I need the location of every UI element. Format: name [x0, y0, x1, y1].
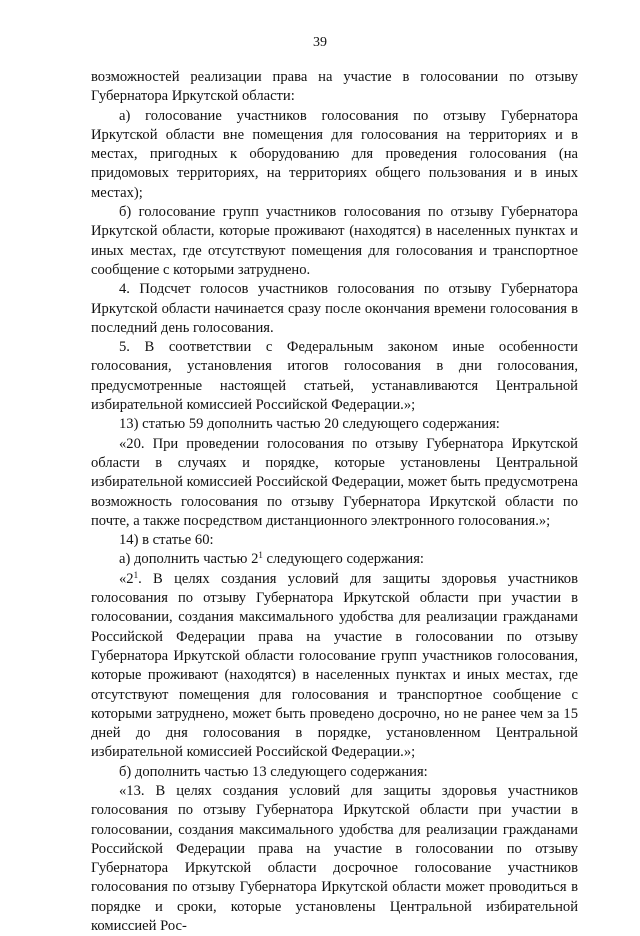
superscript: 1 [258, 550, 263, 561]
paragraph: а) голосование участников голосования по отзыву Губернатора Иркутской области вне помещения для голосования на территориях и в местах, пригодных к оборудованию для проведения голосования (на придомовых территориях, на территориях общего пользования и в иных местах); [91, 107, 578, 201]
paragraph: «13. В целях создания условий для защиты здоровья участников голосования по отзыву Губернатора Иркутской области при участии в голосовании, создания максимального удобства для реализации гражданами Российской Федерации права на участие в голосовании по отзыву Губернатора Иркутской области досрочное голосование участников голосования по отзыву Губернатора Иркутской области может проводиться в порядке и сроки, которые установлены Центральной избирательной комиссией Рос- [91, 782, 578, 935]
paragraph: 14) в статье 60: [119, 532, 214, 549]
paragraph: 13) статью 59 дополнить частью 20 следующего содержания: [119, 416, 500, 433]
page-number: 39 [313, 35, 327, 50]
paragraph: 4. Подсчет голосов участников голосования по отзыву Губернатора Иркутской области начинается сразу после окончания времени голосования в последний день голосования. [91, 281, 578, 336]
paragraph: б) дополнить частью 13 следующего содержания: [119, 763, 428, 780]
text-run: а) дополнить частью 2 [119, 551, 259, 568]
paragraph [91, 550, 578, 569]
text-run: . В целях создания условий для защиты здоровья участников голосования по отзыву Губернатора Иркутской области при участии в голосовании, создания максимального удобства для реализации гражданами Российской Федерации права на участие в голосовании по отзыву Губернатора Иркутской области голосование групп участников голосования, которые проживают (находятся) в населенных пунктах и иных местах, где отсутствуют помещения для голосования и транспортное сообщение с которыми затруднено, может быть проведено досрочно, но не ранее чем за 15 дней до дня голосования в порядке, установленном Центральной избирательной комиссией Российской Федерации.»; [91, 570, 578, 761]
paragraph: б) голосование групп участников голосования по отзыву Губернатора Иркутской области, которые проживают (находятся) в населенных пунктах и иных местах, где отсутствуют помещения для голосования и транспортное сообщение с которыми затруднено. [91, 204, 578, 278]
text-run: следующего содержания: [262, 551, 424, 568]
body-text [91, 68, 578, 936]
paragraph [91, 570, 578, 763]
paragraph: возможностей реализации права на участие в голосовании по отзыву Губернатора Иркутской области: [91, 69, 578, 105]
paragraph: 5. В соответствии с Федеральным законом иные особенности голосования, установления итогов голосования в дни голосования, предусмотренные настоящей статьей, устанавливаются Центральной избирательной комиссией Российской Федерации.»; [91, 339, 578, 414]
text-run: «2 [119, 570, 134, 587]
paragraph: «20. При проведении голосования по отзыву Губернатора Иркутской области в случаях и порядке, которые установлены Центральной избирательной комиссией Российской Федерации, может быть предусмотрена возможность голосования по отзыву Губернатора Иркутской области по почте, а также посредством дистанционного электронного голосования.»; [91, 435, 578, 529]
superscript: 1 [133, 569, 139, 580]
